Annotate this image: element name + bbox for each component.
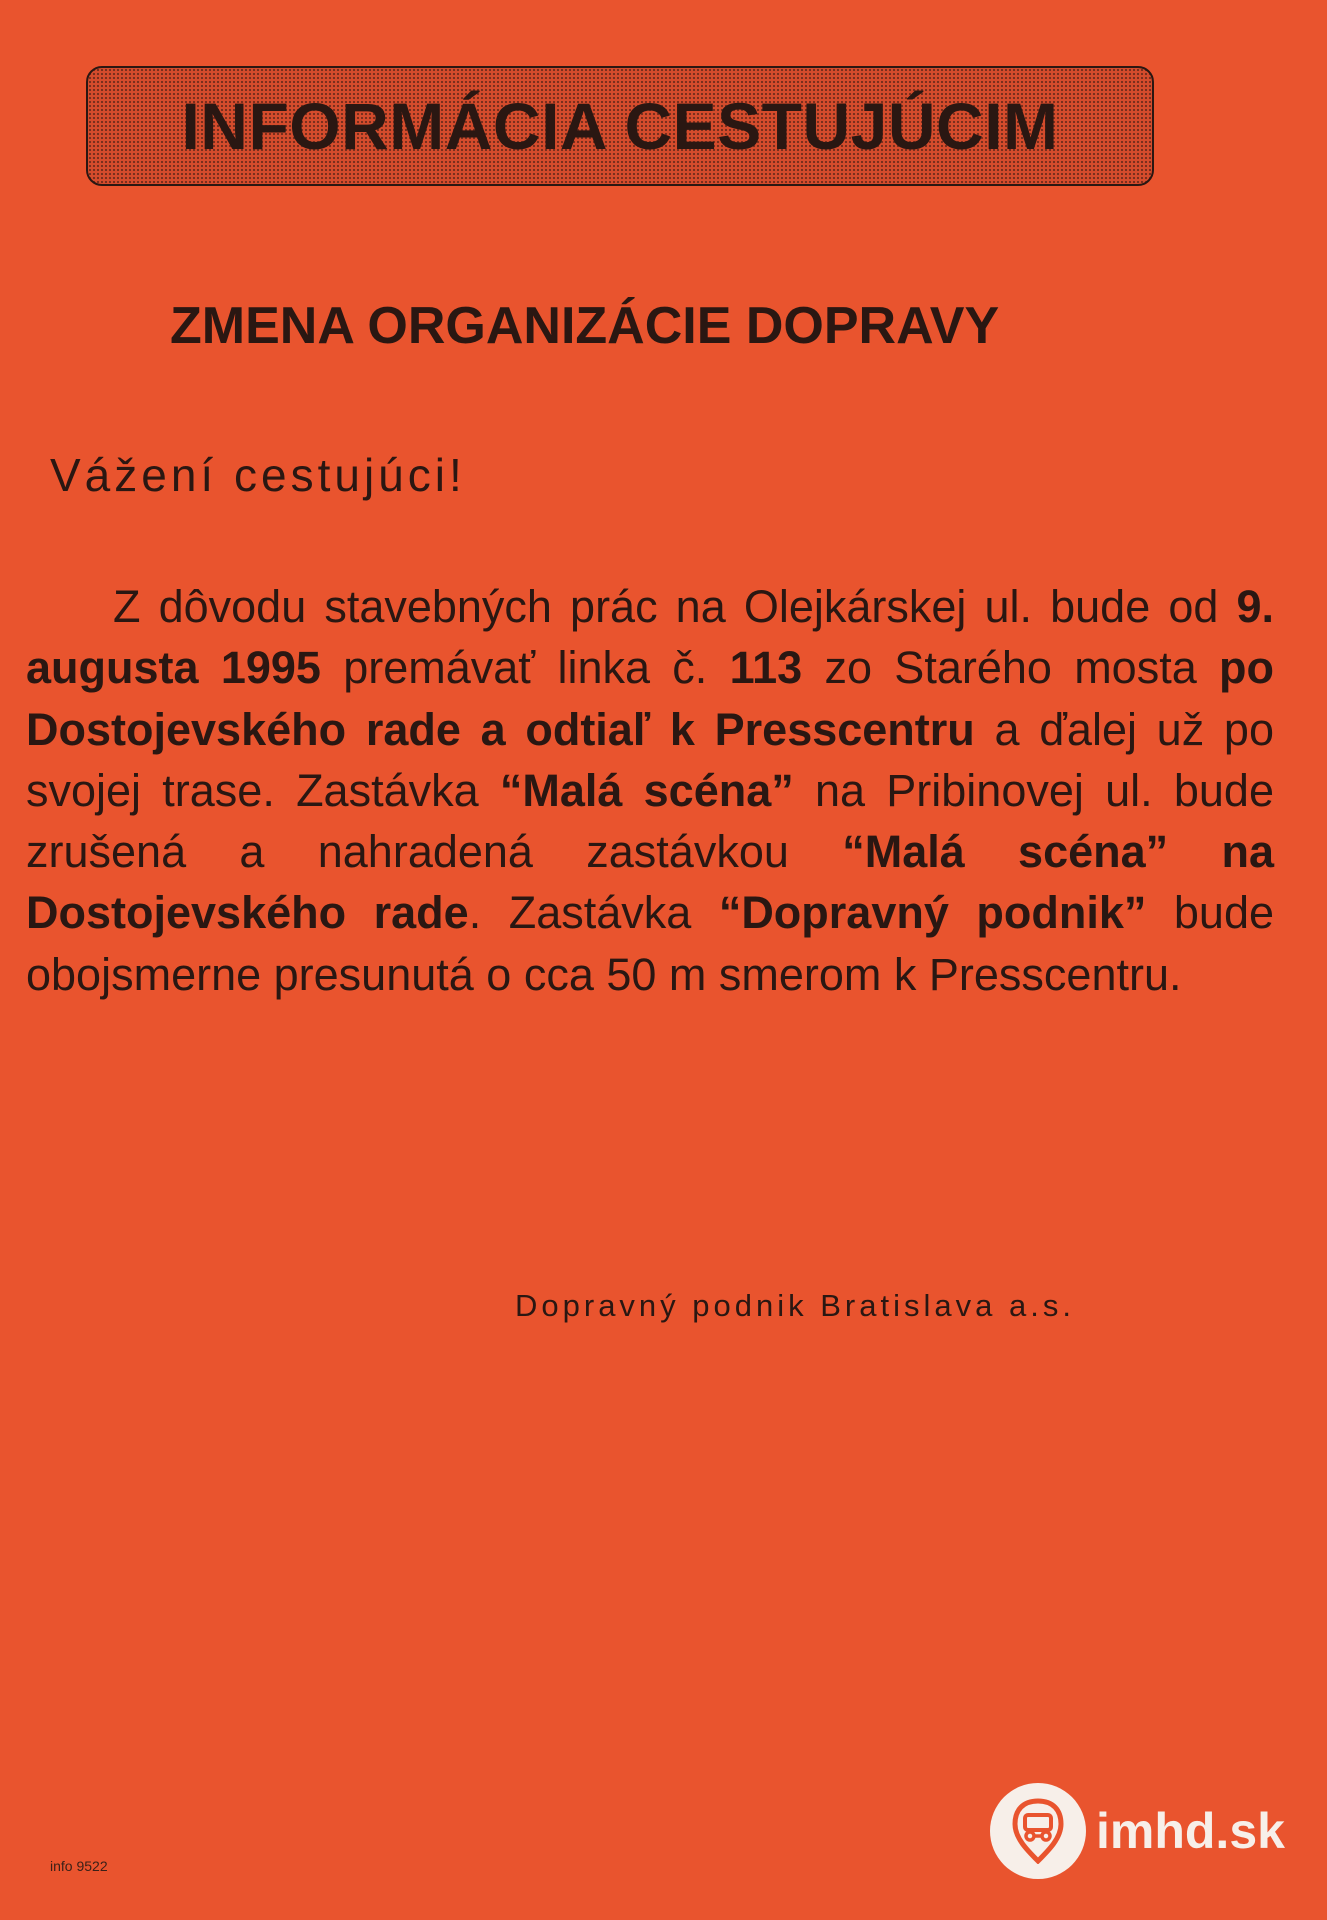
watermark-text: imhd.sk <box>1096 1803 1285 1859</box>
greeting: Vážení cestujúci! <box>50 449 466 501</box>
notice-subtitle: ZMENA ORGANIZÁCIE DOPRAVY <box>170 297 1000 355</box>
moved-stop: “Dopravný podnik” <box>718 887 1147 939</box>
body-text-1: Z dôvodu stavebných prác na Olejkárskej ul. bude od <box>113 581 1237 632</box>
body-text-4: a ďalej už po svojej trase. Zastávka <box>26 703 1274 816</box>
imhd-watermark <box>990 1783 1285 1879</box>
body-text-7: bude obojsmerne presunutá o cca 50 m smerom k Presscentru. <box>26 887 1275 1000</box>
body-text-2: premávať linka č. <box>320 642 730 694</box>
new-route: po Dostojevského rade a odtiaľ k Presscentru <box>26 642 1275 755</box>
body-text-6: . Zastávka <box>468 887 719 939</box>
document-code: info 9522 <box>50 1858 108 1874</box>
notice-body <box>26 576 1274 1005</box>
cancelled-stop: “Malá scéna” <box>499 764 794 816</box>
replacement-stop: “Malá scéna” na Dostojevského rade <box>26 826 1274 939</box>
bus-front-icon <box>990 1783 1086 1879</box>
body-text-5: na Pribinovej ul. bude zrušená a nahradená zastávkou <box>26 764 1274 878</box>
header-box <box>86 66 1154 186</box>
header-title: INFORMÁCIA CESTUJÚCIM <box>181 89 1059 163</box>
line-number: 113 <box>729 642 803 694</box>
signature: Dopravný podnik Bratislava a.s. <box>515 1288 1075 1323</box>
effective-date: 9. augusta 1995 <box>26 581 1274 694</box>
body-text-3: zo Starého mosta <box>802 642 1220 694</box>
